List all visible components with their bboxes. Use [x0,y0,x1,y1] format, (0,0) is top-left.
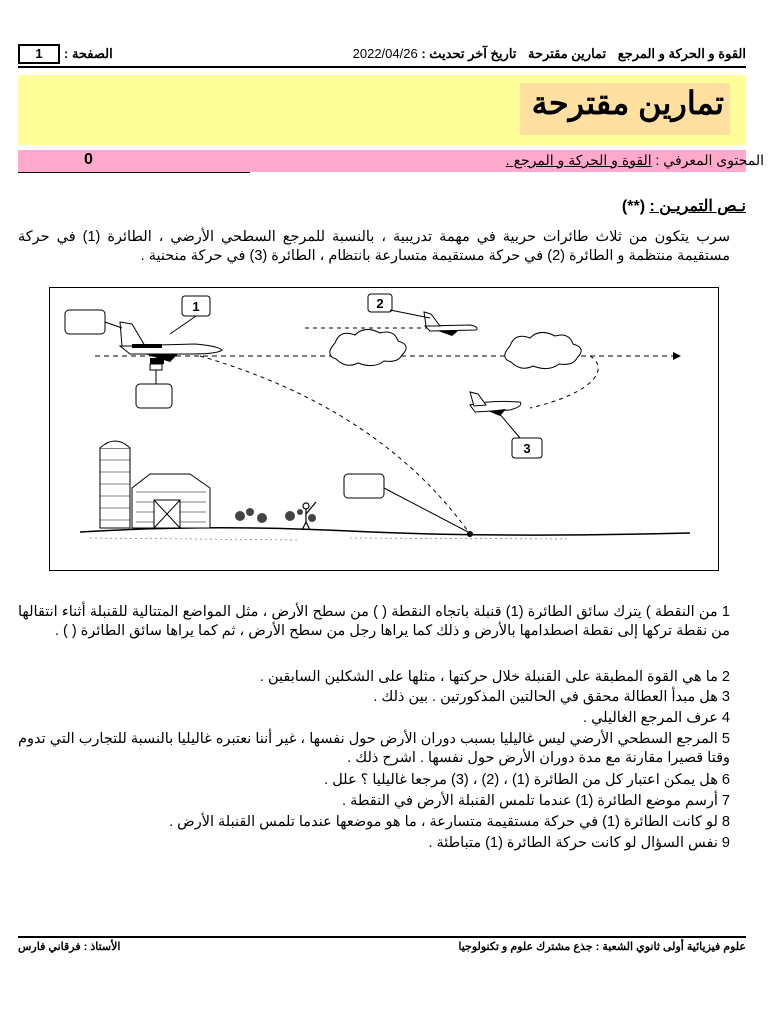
question-3: 3 هل مبدأ العطالة محقق في الحالتين المذكورتين . بين ذلك . [373,689,730,705]
exercise-heading-text: نـص التمريـن : [649,198,746,215]
question-2: 2 ما هي القوة المطبقة على القنبلة خلال حركتها ، مثلها على الشكلين السابقين . [259,669,730,685]
page-number-block [18,44,113,64]
label-3 [498,412,542,458]
figure [49,287,719,571]
content-value: القوة و الحركة و المرجع . [505,152,652,168]
page-footer [18,936,746,954]
exercise-heading [622,196,746,216]
footer-branch: جذع مشترك علوم و تكنولوجيا [458,941,593,953]
blank-box-2 [136,364,172,408]
question-5: 5 المرجع السطحي الأرضي ليس غاليليا بسبب دوران الأرض حول نفسها ، غير أننا نعتبره غاليليا بالنسبة للتجارب التي تدوم وقتا قصيرا مقارنة مع مدة دوران الأرض حول نفسها . اشرح ذلك . [18,731,730,766]
blank-box-1 [65,310,122,334]
footer-teacher-label: الأستاذ : [83,941,121,953]
silo-barn-icon [100,441,210,528]
footer-subject: علوم فيزيائية [686,941,746,953]
bushes-icon [235,508,316,523]
header-update-date: 2022/04/26 [352,46,418,61]
exercise-difficulty: (**) [621,198,646,215]
header-info [353,46,746,62]
footer-branch-label: الشعبة : [595,941,634,953]
page-title: تمارين مقترحة [531,85,724,121]
footer-teacher-info [18,940,120,953]
question-4: 4 عرف المرجع الغاليلي . [583,710,730,726]
page-number: 1 [18,44,60,64]
footer-level: أولى ثانوي [636,941,684,953]
ground-line [80,528,690,535]
label-1-text: 1 [192,299,200,314]
plane1-icon [120,322,222,364]
question-8: 8 لو كانت الطائرة (1) في حركة مستقيمة متسارعة ، ما هو موضعها عندما تلمس القنبلة الأرض . [169,814,730,830]
header-doc-type: تمارين مقترحة [528,46,607,61]
content-number: 0 [84,151,93,168]
question-1: 1 من النقطة ) يترك سائق الطائرة (1) قنبلة باتجاه النقطة ( ) من سطح الأرض ، مثل المواضع المتتالية للقنبلة أثناء انتقالها من نقطة تركها إلى نقطة اصطدامها بالأرض و ذلك كما يراها رجل من سطح الأرض ، ثم كما يراها سائق الطائرة ( ) . [18,604,730,639]
label-3-text: 3 [523,441,531,456]
page-header [18,44,746,68]
footer-teacher: فرقاني فارس [18,941,81,953]
content-label: المحتوى المعرفي : [655,152,764,168]
exercise-intro: سرب يتكون من ثلاث طائرات حربية في مهمة تدريبية ، بالنسبة للمرجع السطحي الأرضي ، الطائرة (1) في حركة مستقيمة منتظمة و الطائرة (2) في حركة مستقيمة متسارعة بانتظام ، الطائرة (3) في حركة منحنية . [18,229,730,264]
footer-course-info [458,940,746,953]
plane3-icon [470,392,521,416]
header-topic: القوة و الحركة و المرجع [617,46,746,61]
figure-svg [50,288,718,570]
question-9: 9 نفس السؤال لو كانت حركة الطائرة (1) متباطئة . [428,835,730,851]
page-label: الصفحة : [64,46,113,61]
plane2-icon [424,312,477,336]
blank-box-3 [344,474,468,532]
label-2-text: 2 [376,296,384,311]
content-bar-text [506,152,764,169]
question-6: 6 هل يمكن اعتبار كل من الطائرة (1) ، (2) ، (3) مرجعا غاليليا ؟ علل . [324,772,730,788]
cloud-left-icon [330,329,406,365]
content-number-underline [18,172,250,173]
cloud-right-icon [505,332,581,368]
question-7: 7 أرسم موضع الطائرة (1) عندما تلمس القنبلة الأرض في النقطة . [342,793,730,809]
ground-texture [90,538,570,540]
label-1 [170,296,210,334]
header-update-label: تاريخ آخر تحديث : [421,46,517,61]
bomb-trajectory [200,356,470,534]
